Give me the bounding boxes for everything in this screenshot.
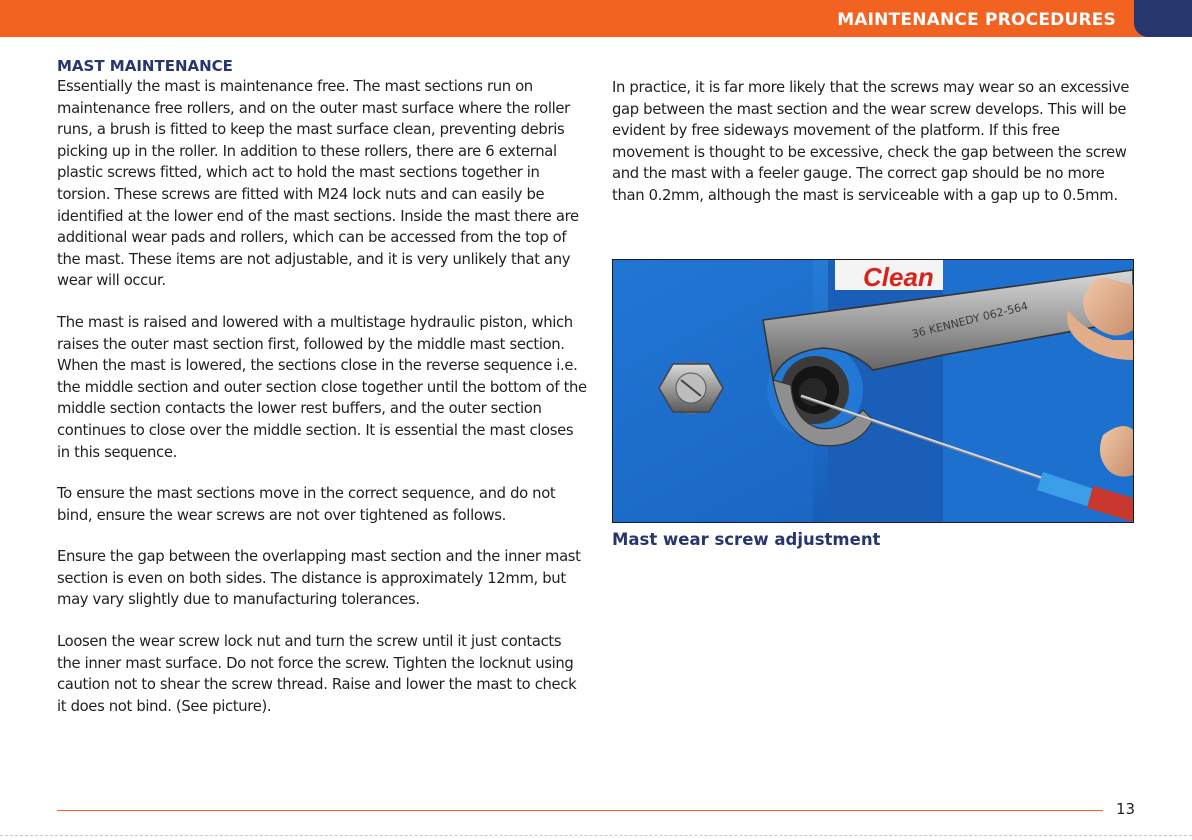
paragraph: In practice, it is far more likely that the screws may wear so an excessive gap between the mast section and the wear screw develops. This will be evident by free sideways movement of the platform. If this free movement is thought to be excessive, check the gap between the screw and the mast with a feeler gauge. The correct gap should be no more than 0.2mm, although the mast is serviceable with a gap up to 0.5mm. <box>612 79 1130 204</box>
section-title: MAINTENANCE PROCEDURES <box>837 10 1116 30</box>
paragraph: Loosen the wear screw lock nut and turn the screw until it just contacts the inner mast surface. Do not force the screw. Tighten the locknut using caution not to shear the screw thread. Raise and lower the mast to check it does not bind. (See picture). <box>57 633 577 715</box>
mast-wear-screw-photo <box>612 259 1134 523</box>
header-tab <box>1134 0 1192 37</box>
wrench-marking: 36 KENNEDY 062-564 <box>910 299 1030 341</box>
page-heading: MAST MAINTENANCE <box>57 57 233 75</box>
paragraph: Essentially the mast is maintenance free. The mast sections run on maintenance free rollers, and on the outer mast surface where the roller runs, a brush is fitted to keep the mast surface clean, preventing debris picking up in the roller. In addition to these rollers, there are 6 external plastic screws fitted, which act to hold the mast sections together in torsion. These screws are fitted with M24 lock nuts and can easily be identified at the lower end of the mast sections. Inside the mast there are additional wear pads and rollers, which can be accessed from the top of the mast. These items are not adjustable, and it is very unlikely that any wear will occur. <box>57 78 579 290</box>
page-number: 13 <box>1116 800 1136 818</box>
paragraph: To ensure the mast sections move in the correct sequence, and do not bind, ensure the wear screws are not over tightened as follows. <box>57 485 556 524</box>
paragraph: Ensure the gap between the overlapping mast section and the inner mast section is even on both sides. The distance is approximately 12mm, but may vary slightly due to manufacturing tolerances. <box>57 548 581 609</box>
footer-divider <box>57 810 1103 811</box>
paragraph: The mast is raised and lowered with a multistage hydraulic piston, which raises the outer mast section first, followed by the middle mast section. When the mast is lowered, the sections close in the reverse sequence i.e. the middle section and outer section close together until the bottom of the middle section contacts the lower rest buffers, and the outer section continues to close over the middle section. It is essential the mast closes in this sequence. <box>57 313 587 461</box>
sticker-text: Clean <box>863 262 934 292</box>
page-edge-guide <box>0 835 1192 836</box>
right-column <box>612 77 1137 227</box>
photo-caption: Mast wear screw adjustment <box>612 530 881 549</box>
left-column <box>57 56 587 737</box>
